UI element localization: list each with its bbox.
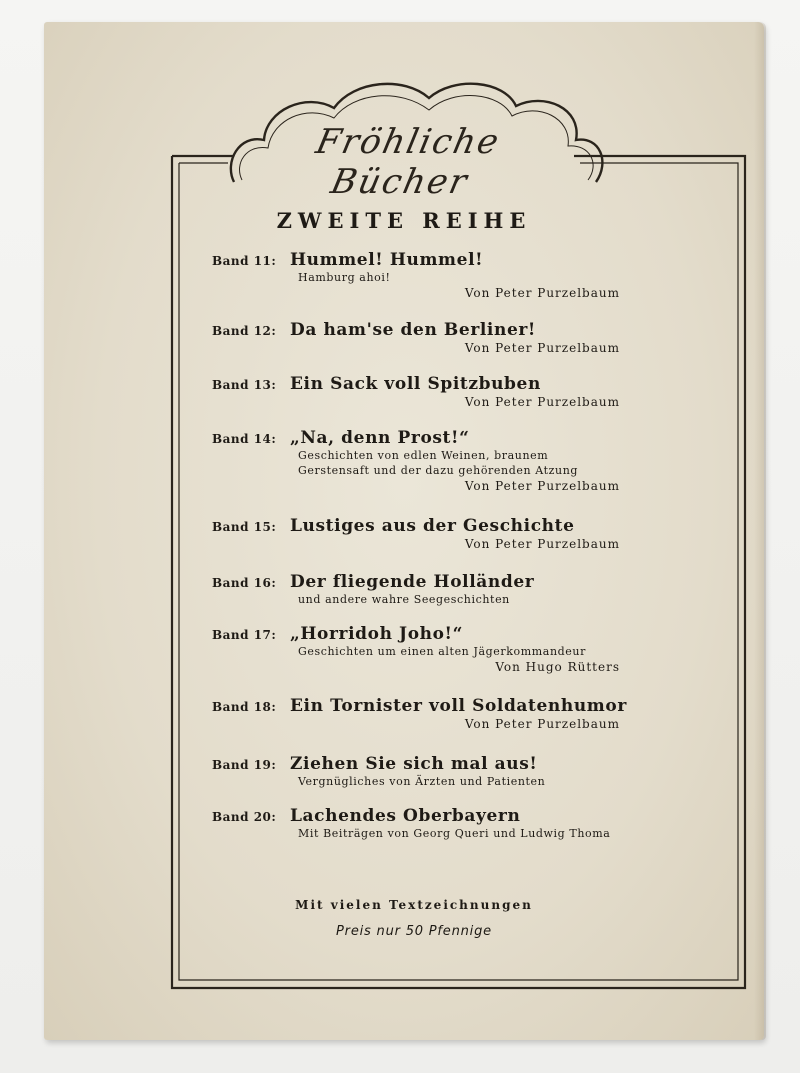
volume-entry-18	[212, 696, 627, 731]
volume-title: Der fliegende Holländer	[290, 572, 535, 592]
volume-number: Band 20:	[212, 810, 277, 824]
volume-title: Da ham'se den Berliner!	[290, 320, 536, 340]
volume-title: Ein Sack voll Spitzbuben	[290, 374, 541, 394]
volume-entry-11	[212, 250, 620, 300]
volume-title: „Na, denn Prost!“	[290, 428, 470, 448]
volume-entry-14	[212, 428, 620, 493]
volume-number: Band 15:	[212, 520, 277, 534]
volume-subtitle: Vergnügliches von Ärzten und Patienten	[298, 775, 546, 788]
volume-entry-17	[212, 624, 620, 674]
volume-number: Band 19:	[212, 758, 277, 772]
volume-title: Ziehen Sie sich mal aus!	[290, 754, 538, 774]
volume-entry-12	[212, 320, 620, 355]
volume-title: Ein Tornister voll Soldatenhumor	[290, 696, 627, 716]
volume-author: Von Peter Purzelbaum	[464, 479, 620, 493]
volume-subtitle: und andere wahre Seegeschichten	[298, 593, 510, 606]
cover-script-title: Fröhliche Bücher	[312, 122, 505, 202]
volume-entry-16	[212, 572, 620, 607]
volume-number: Band 11:	[212, 254, 277, 268]
volume-author: Von Hugo Rütters	[495, 660, 620, 674]
volume-entry-13	[212, 374, 620, 409]
volume-subtitle: Geschichten von edlen Weinen, braunem Gerstensaft und der dazu gehörenden Atzung	[298, 449, 579, 477]
volume-number: Band 13:	[212, 378, 277, 392]
volume-author: Von Peter Purzelbaum	[464, 286, 620, 300]
illustrations-note: Mit vielen Textzeichnungen	[295, 898, 533, 912]
volume-number: Band 16:	[212, 576, 277, 590]
volume-number: Band 18:	[212, 700, 277, 714]
volume-author: Von Peter Purzelbaum	[464, 395, 620, 409]
volume-subtitle: Geschichten um einen alten Jägerkommandeur	[298, 645, 586, 658]
volume-title: Hummel! Hummel!	[290, 250, 484, 270]
volume-subtitle: Mit Beiträgen von Georg Queri und Ludwig Thoma	[298, 827, 611, 840]
series-heading: ZWEITE REIHE	[276, 208, 532, 233]
price-note: Preis nur 50 Pfennige	[336, 924, 492, 939]
volume-number: Band 14:	[212, 432, 277, 446]
volume-title: „Horridoh Joho!“	[290, 624, 463, 644]
volume-author: Von Peter Purzelbaum	[464, 537, 620, 551]
volume-entry-19	[212, 754, 620, 789]
volume-author: Von Peter Purzelbaum	[464, 717, 620, 731]
volume-author: Von Peter Purzelbaum	[464, 341, 620, 355]
volume-title: Lustiges aus der Geschichte	[290, 516, 575, 536]
volume-entry-20	[212, 806, 620, 841]
book-back-cover	[44, 22, 764, 1040]
volume-number: Band 12:	[212, 324, 277, 338]
volume-number: Band 17:	[212, 628, 277, 642]
volume-subtitle: Hamburg ahoi!	[298, 271, 391, 284]
volume-entry-15	[212, 516, 620, 551]
volume-title: Lachendes Oberbayern	[290, 806, 521, 826]
